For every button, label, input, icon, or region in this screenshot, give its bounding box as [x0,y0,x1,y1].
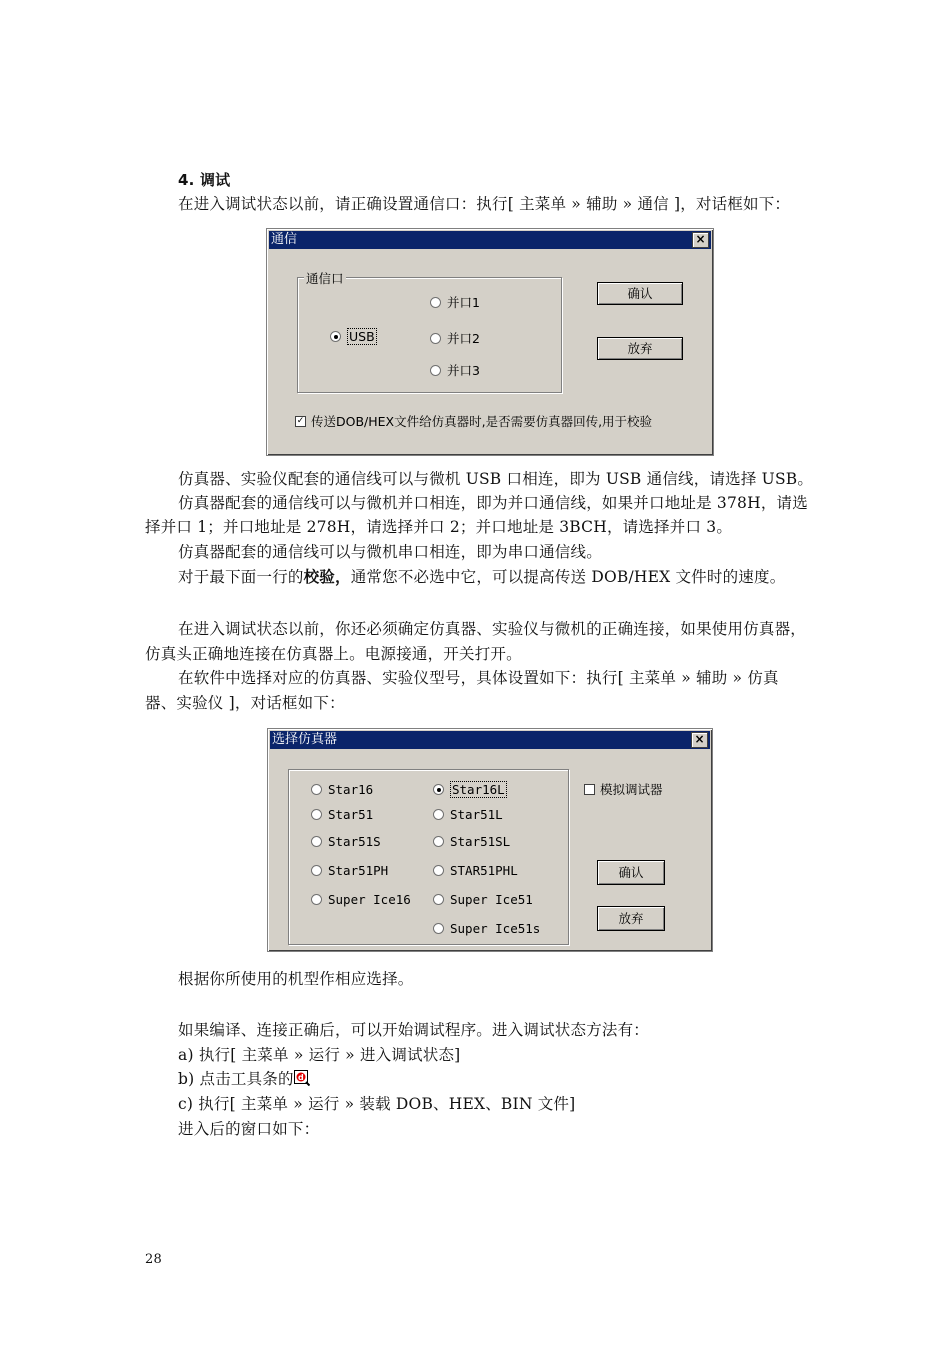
radio-star51s[interactable] [311,834,381,849]
para1-line4: 仿真器配套的通信线可以与微机串口相连，即为串口通信线。 [178,543,602,561]
cancel-button[interactable]: 放弃 [597,337,683,360]
radio-star51phl[interactable] [433,863,518,878]
radio-icon [433,865,444,876]
radio-star16[interactable] [311,782,373,797]
para2-line2: 仿真头正确地连接在仿真器上。电源接通，开关打开。 [145,645,522,663]
radio-star51l-label: Star51L [450,807,503,822]
radio-lpt2[interactable] [430,329,480,347]
svg-text:d: d [297,1073,304,1082]
simulator-checkbox-label: 模拟调试器 [600,782,663,797]
close-icon[interactable]: × [691,732,708,748]
radio-icon [433,836,444,847]
para1-line3: 择并口 1；并口地址是 278H，请选择并口 2；并口地址是 3BCH，请选择并口 3。 [145,518,733,536]
emulator-dialog-title: 选择仿真器 [272,732,338,747]
radio-superice51[interactable] [433,892,533,907]
para1-line1: 仿真器、实验仪配套的通信线可以与微机 USB 口相连，即为 USB 通信线，请选择 USB。 [178,470,814,488]
para2-line4: 器、实验仪 ]，对话框如下： [145,694,345,712]
radio-star51s-label: Star51S [328,834,381,849]
checkbox-icon [584,784,595,795]
para4-line1: 如果编译、连接正确后，可以开始调试程序。进入调试状态方法有： [178,1021,650,1039]
section-heading: 4. 调试 [178,171,231,189]
radio-star51[interactable] [311,807,373,822]
para4-item-c: c) 执行[ 主菜单 » 运行 » 装载 DOB、HEX、BIN 文件] [178,1095,576,1113]
emulator-dialog [267,728,713,952]
radio-icon [430,365,441,376]
para4-item-b-text: b) 点击工具条的 [178,1070,294,1088]
para1-line5 [178,567,785,587]
intro-text: 在进入调试状态以前，请正确设置通信口：执行[ 主菜单 » 辅助 » 通信 ]，对话框如下： [178,195,791,213]
radio-usb[interactable] [330,329,377,344]
ok-button[interactable]: 确认 [597,860,665,885]
para1-line5-pre: 对于最下面一行的 [178,568,304,586]
emulator-dialog-titlebar [270,731,710,749]
radio-selected-icon [330,331,341,342]
port-group-label: 通信口 [306,271,344,286]
para2-line1: 在进入调试状态以前，你还必须确定仿真器、实验仪与微机的正确连接，如果使用仿真器， [178,620,807,638]
verify-checkbox-label: 传送DOB/HEX文件给仿真器时,是否需要仿真器回传,用于校验 [311,414,653,429]
cancel-button[interactable]: 放弃 [597,906,665,931]
debug-toolbar-icon [294,1070,310,1086]
radio-lpt3[interactable] [430,361,480,379]
radio-usb-label: USB [349,329,375,344]
radio-icon [311,865,322,876]
radio-superice16-label: Super Ice16 [328,892,411,907]
para1-line5-bold: 校验， [303,568,351,586]
radio-star51l[interactable] [433,807,503,822]
radio-icon [433,894,444,905]
radio-superice51-label: Super Ice51 [450,892,533,907]
radio-superice51s-label: Super Ice51s [450,921,541,936]
radio-icon [311,784,322,795]
radio-icon [311,836,322,847]
radio-star51ph-label: Star51PH [328,863,389,878]
ok-button[interactable]: 确认 [597,282,683,305]
radio-lpt1[interactable] [430,293,480,311]
radio-star16-label: Star16 [328,782,374,797]
para4-item-b [178,1069,310,1089]
comm-dialog [266,228,714,456]
radio-icon [433,923,444,934]
radio-selected-icon [433,784,444,795]
radio-star51ph[interactable] [311,863,388,878]
radio-star16l-label: Star16L [452,782,505,797]
para4-item-a: a) 执行[ 主菜单 » 运行 » 进入调试状态] [178,1046,461,1064]
para3-line1: 根据你所使用的机型作相应选择。 [178,970,414,988]
radio-star51sl[interactable] [433,834,510,849]
radio-icon [311,809,322,820]
close-icon[interactable]: × [692,232,709,248]
radio-star16l[interactable] [433,782,507,797]
radio-lpt2-label: 并口2 [447,331,480,346]
para1-line5-post: 通常您不必选中它，可以提高传送 DOB/HEX 文件时的速度。 [350,568,786,586]
radio-superice16[interactable] [311,892,411,907]
radio-icon [430,333,441,344]
radio-icon [430,297,441,308]
para4-line5: 进入后的窗口如下： [178,1120,320,1138]
radio-superice51s[interactable] [433,921,540,936]
simulator-checkbox[interactable] [584,780,663,798]
radio-star51sl-label: Star51SL [450,834,511,849]
radio-icon [433,809,444,820]
para1-line2: 仿真器配套的通信线可以与微机并口相连，即为并口通信线，如果并口地址是 378H，请选 [178,494,808,512]
radio-icon [311,894,322,905]
radio-star51-label: Star51 [328,807,374,822]
page-number: 28 [145,1252,162,1267]
radio-lpt1-label: 并口1 [447,295,480,310]
comm-dialog-titlebar [269,231,711,249]
para2-line3: 在软件中选择对应的仿真器、实验仪型号，具体设置如下：执行[ 主菜单 » 辅助 » 仿真 [178,669,779,687]
radio-lpt3-label: 并口3 [447,363,480,378]
checkmark-icon: ✓ [296,416,305,426]
radio-star51phl-label: STAR51PHL [450,863,518,878]
comm-dialog-title: 通信 [271,232,298,247]
verify-checkbox[interactable] [295,412,652,430]
